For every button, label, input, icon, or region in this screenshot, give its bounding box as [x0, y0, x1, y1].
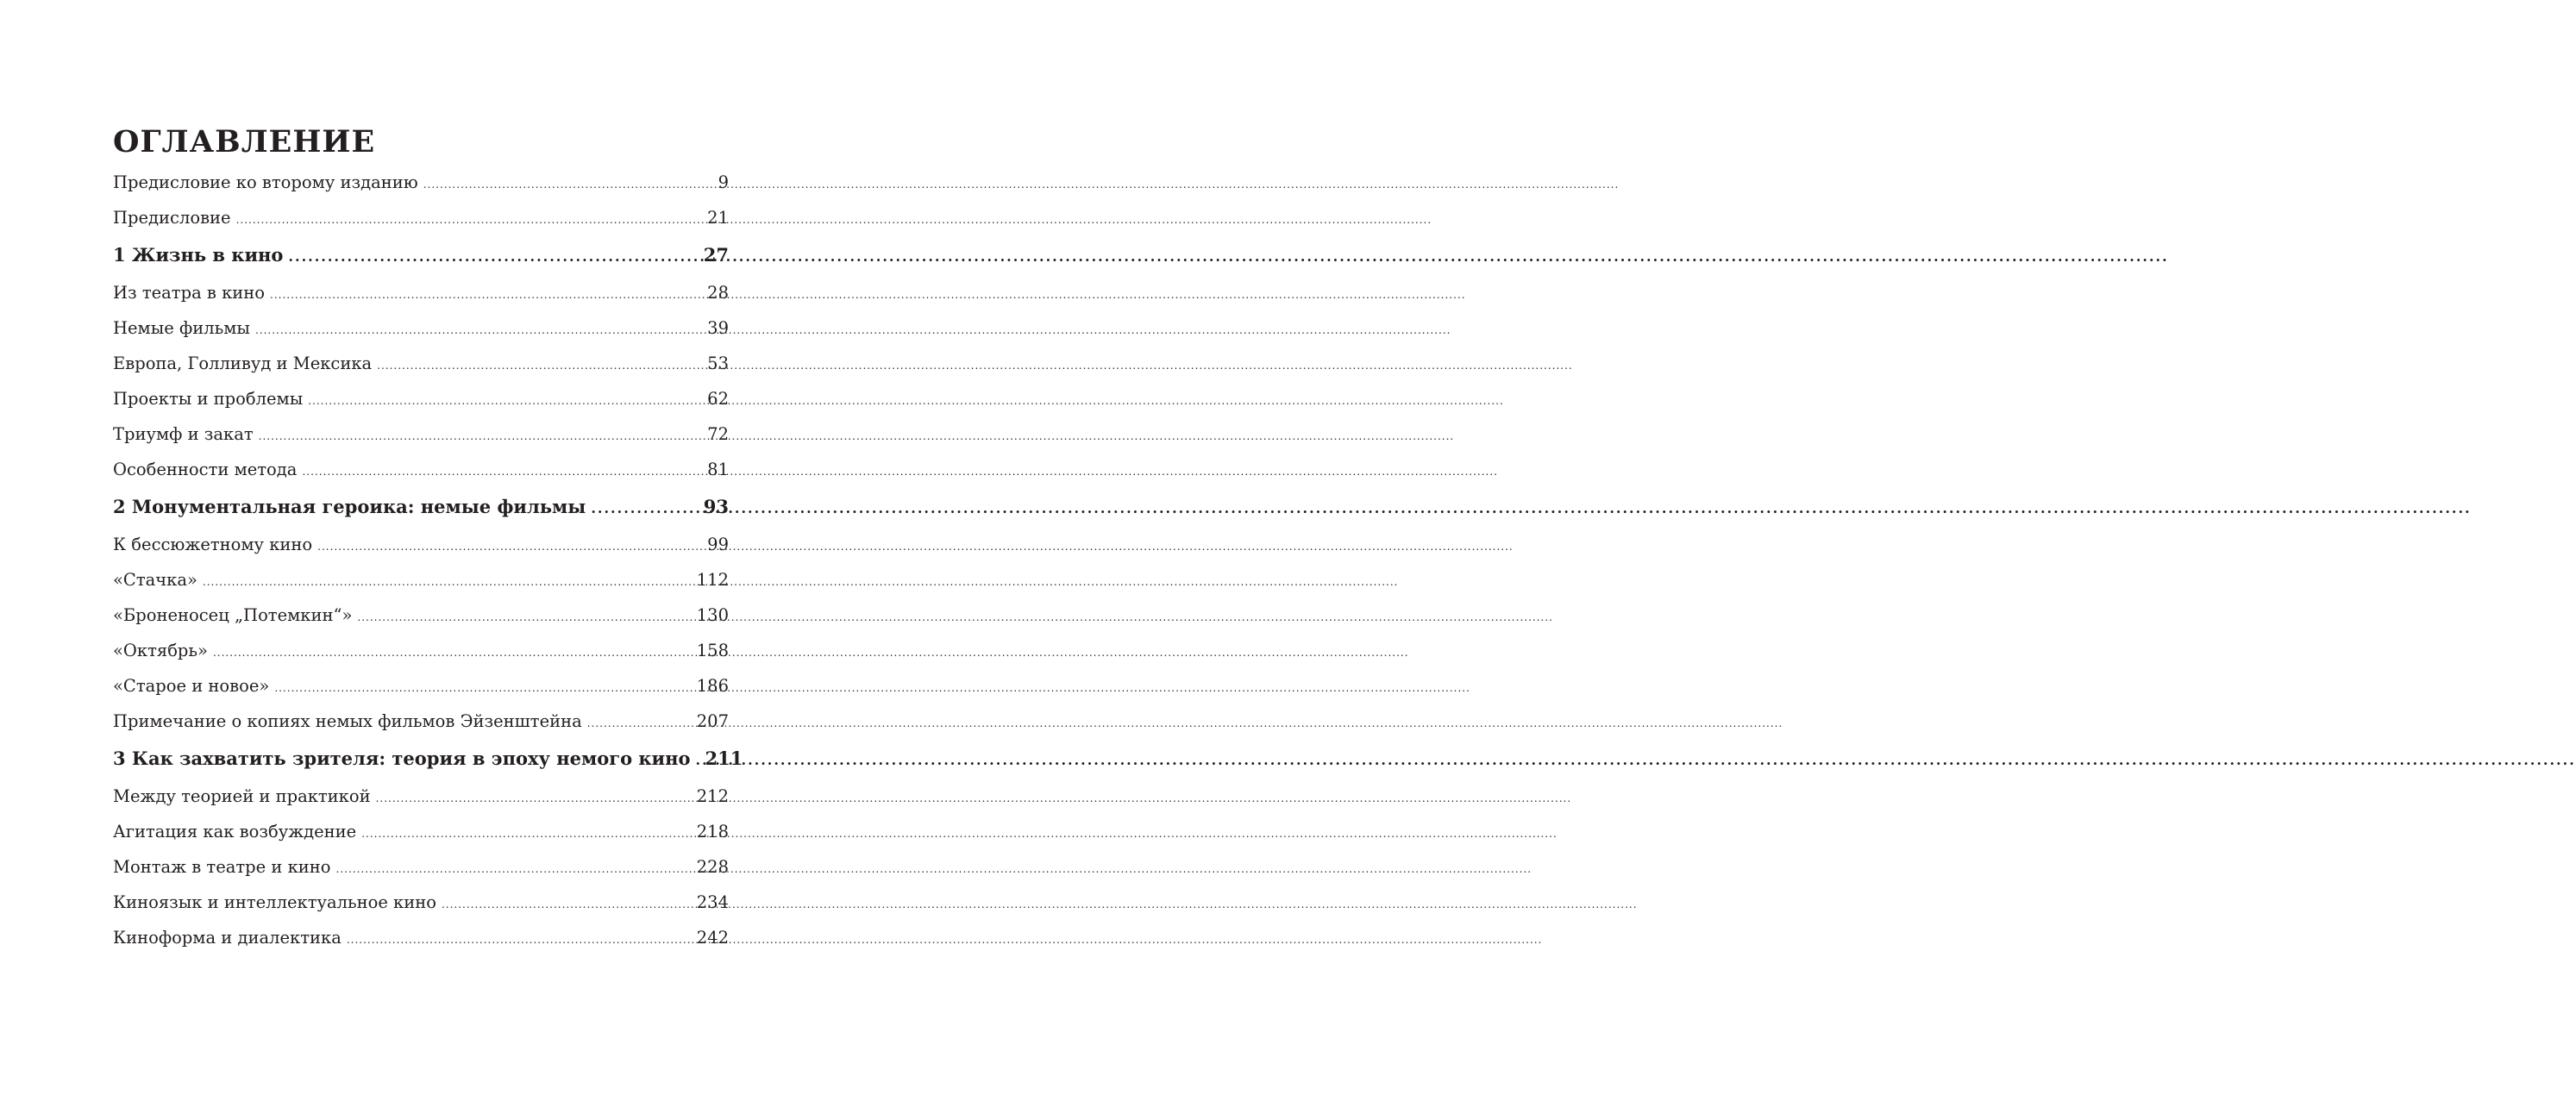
toc-entry: [113, 668, 729, 704]
toc-page-number: 99: [707, 535, 729, 554]
toc-entry: [113, 200, 729, 235]
toc-page: [113, 123, 743, 955]
toc-entry: [113, 416, 729, 452]
toc-entry: [113, 275, 729, 310]
toc-entry: [113, 381, 729, 416]
toc-page-number: 218: [696, 822, 729, 842]
toc-entry: [113, 779, 729, 814]
toc-entry-label: «Стачка»: [113, 570, 197, 590]
toc-entry-label: Немые фильмы: [113, 318, 250, 338]
dot-leader: [361, 814, 696, 852]
toc-page-number: 242: [696, 928, 729, 948]
dot-leader: [236, 200, 707, 238]
dot-leader: [288, 235, 702, 277]
toc-chapter-entry: [113, 235, 729, 275]
toc-entry-label: Европа, Голливуд и Мексика: [113, 354, 373, 373]
dot-leader: [213, 633, 696, 671]
toc-entry: [113, 849, 729, 885]
toc-entry-label: «Октябрь»: [113, 641, 208, 660]
dot-leader: [696, 739, 705, 780]
toc-page-number: 72: [707, 424, 729, 444]
toc-entry-label: 1 Жизнь в кино: [113, 244, 284, 266]
toc-page-number: 21: [707, 208, 729, 228]
toc-entry-label: Предисловие: [113, 208, 231, 228]
toc-page-number: 39: [707, 318, 729, 338]
toc-chapter-entry: [113, 739, 743, 779]
dot-leader: [270, 275, 706, 313]
toc-page-number: 228: [696, 857, 729, 877]
dot-leader: [591, 487, 702, 529]
toc-entry: [113, 346, 729, 381]
dot-leader: [587, 704, 696, 741]
toc-entry-label: 3 Как захватить зрителя: теория в эпоху немого кино: [113, 748, 691, 769]
toc-entry-label: Триумф и закат: [113, 424, 254, 444]
page-title: ОГЛАВЛЕНИЕ: [113, 124, 376, 160]
toc-page-number: 62: [707, 389, 729, 409]
toc-entry-label: «Броненосец „Потемкин“»: [113, 605, 353, 625]
toc-entry-label: «Старое и новое»: [113, 676, 270, 696]
dot-leader: [302, 452, 706, 490]
dot-leader: [255, 310, 706, 348]
dot-leader: [317, 527, 706, 565]
toc-page-number: 112: [696, 570, 729, 590]
toc-page-number: 158: [696, 641, 729, 660]
toc-entry: [113, 633, 729, 668]
toc-entry-label: Агитация как возбуждение: [113, 822, 357, 842]
toc-page-number: 27: [703, 244, 729, 266]
toc-entry: [113, 885, 729, 920]
toc-entry-label: К бессюжетному кино: [113, 535, 313, 554]
toc-entry: [113, 562, 729, 598]
toc-page-number: 53: [707, 354, 729, 373]
toc-page-number: 207: [696, 711, 729, 731]
toc-entry: [113, 704, 729, 739]
toc-entry-label: Особенности метода: [113, 460, 298, 479]
toc-page-number: 81: [707, 460, 729, 479]
toc-page-number: 212: [696, 786, 729, 806]
dot-leader: [442, 885, 696, 923]
toc-entry-label: Из театра в кино: [113, 283, 265, 303]
toc-page-number: 130: [696, 605, 729, 625]
toc-entry-label: Проекты и проблемы: [113, 389, 304, 409]
toc-entry-label: Монтаж в театре и кино: [113, 857, 331, 877]
toc-entry-label: Примечание о копиях немых фильмов Эйзенштейна: [113, 711, 582, 731]
toc-entry: [113, 598, 729, 633]
toc-chapter-entry: [113, 487, 729, 527]
toc-entry: [113, 310, 729, 346]
dot-leader: [347, 920, 696, 958]
toc-entry: [113, 527, 729, 562]
toc-entry-label: 2 Монументальная героика: немые фильмы: [113, 496, 586, 517]
toc-entry-label: Предисловие ко второму изданию: [113, 172, 418, 192]
toc-entry-label: Киноязык и интеллектуальное кино: [113, 892, 436, 912]
dot-leader: [377, 346, 706, 384]
toc-entry: [113, 814, 729, 849]
toc-entry-label: Киноформа и диалектика: [113, 928, 342, 948]
toc-list: [113, 165, 743, 955]
dot-leader: [357, 598, 695, 635]
toc-page-number: 211: [705, 748, 743, 769]
toc-entry: [113, 920, 729, 955]
dot-leader: [308, 381, 706, 419]
toc-page-number: 234: [696, 892, 729, 912]
toc-entry: [113, 165, 729, 200]
dot-leader: [376, 779, 696, 817]
toc-entry: [113, 452, 729, 487]
dot-leader: [274, 668, 695, 706]
dot-leader: [423, 165, 718, 203]
toc-entry-label: Между теорией и практикой: [113, 786, 371, 806]
dot-leader: [203, 562, 696, 600]
dot-leader: [259, 416, 707, 454]
dot-leader: [336, 849, 696, 887]
toc-page-number: 186: [696, 676, 729, 696]
toc-page-number: 9: [718, 172, 729, 192]
toc-page-number: 93: [703, 496, 729, 517]
toc-page-number: 28: [707, 283, 729, 303]
